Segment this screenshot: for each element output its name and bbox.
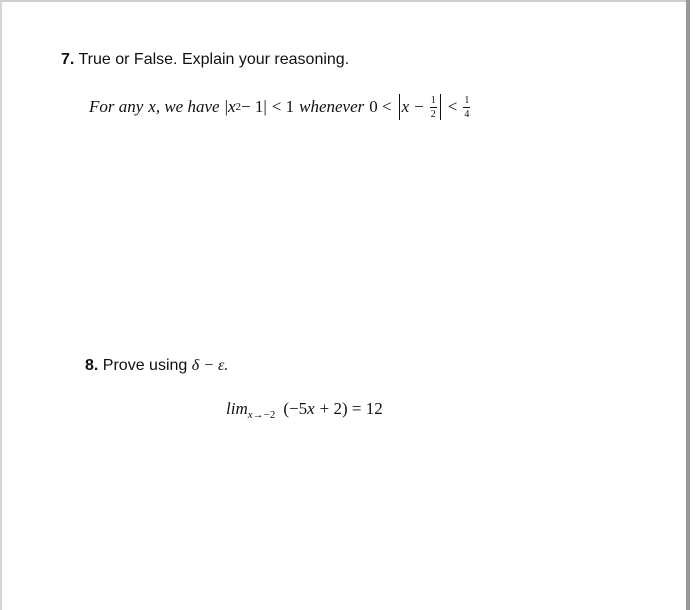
abs-bar-left bbox=[399, 94, 400, 120]
question-8-prompt: Prove using bbox=[102, 357, 188, 374]
question-7-title bbox=[61, 51, 349, 69]
statement-var-x: x bbox=[148, 97, 156, 116]
right-gutter bbox=[690, 0, 700, 610]
question-8-number: 8. bbox=[85, 357, 99, 374]
quarter-numerator: 1 bbox=[464, 94, 470, 106]
inner-minus: − bbox=[414, 97, 424, 116]
zero-less-than: 0 < bbox=[369, 97, 392, 116]
less-than-one: < 1 bbox=[271, 97, 295, 116]
limit-expr-x: x bbox=[307, 399, 315, 418]
question-8-limit bbox=[226, 397, 383, 421]
statement-we-have: , we have bbox=[155, 97, 220, 116]
delta-epsilon: δ − ε. bbox=[191, 357, 229, 374]
abs-x: x bbox=[227, 97, 236, 116]
question-7-statement: For any x , we have | x 2 − 1 | < 1 whenever 0 < x − $\frac{1}{2}$ < $\frac{1}{4}$ bbox=[89, 94, 470, 120]
limit-expr-rest: + 2) = 12 bbox=[319, 399, 383, 418]
abs-bar-right bbox=[440, 94, 441, 120]
statement-lead: For any bbox=[89, 97, 144, 116]
quarter-denominator: 4 bbox=[464, 108, 470, 120]
abs-minus-one: − 1 bbox=[241, 97, 264, 116]
question-7-prompt: True or False. Explain your reasoning. bbox=[78, 51, 350, 68]
limit-sub-var: x bbox=[247, 409, 253, 421]
limit-subscript bbox=[248, 409, 276, 421]
limit-expr-open: (−5 bbox=[283, 399, 308, 418]
half-numerator: 1 bbox=[430, 94, 436, 106]
half-denominator: 2 bbox=[430, 108, 436, 120]
question-8-title bbox=[85, 357, 228, 375]
less-than: < bbox=[447, 97, 458, 116]
inner-x: x bbox=[401, 97, 410, 116]
fraction-one-half bbox=[430, 95, 437, 120]
limit-sub-arrow: →−2 bbox=[252, 409, 276, 421]
abs-open: | bbox=[224, 97, 228, 116]
page-border-top bbox=[0, 0, 690, 2]
fraction-one-quarter bbox=[463, 95, 470, 120]
whenever-text: whenever bbox=[299, 97, 365, 116]
question-7-number: 7. bbox=[61, 51, 75, 68]
abs-close: | bbox=[263, 97, 267, 116]
page-border-left bbox=[0, 0, 2, 610]
limit-lim: lim bbox=[226, 399, 248, 418]
